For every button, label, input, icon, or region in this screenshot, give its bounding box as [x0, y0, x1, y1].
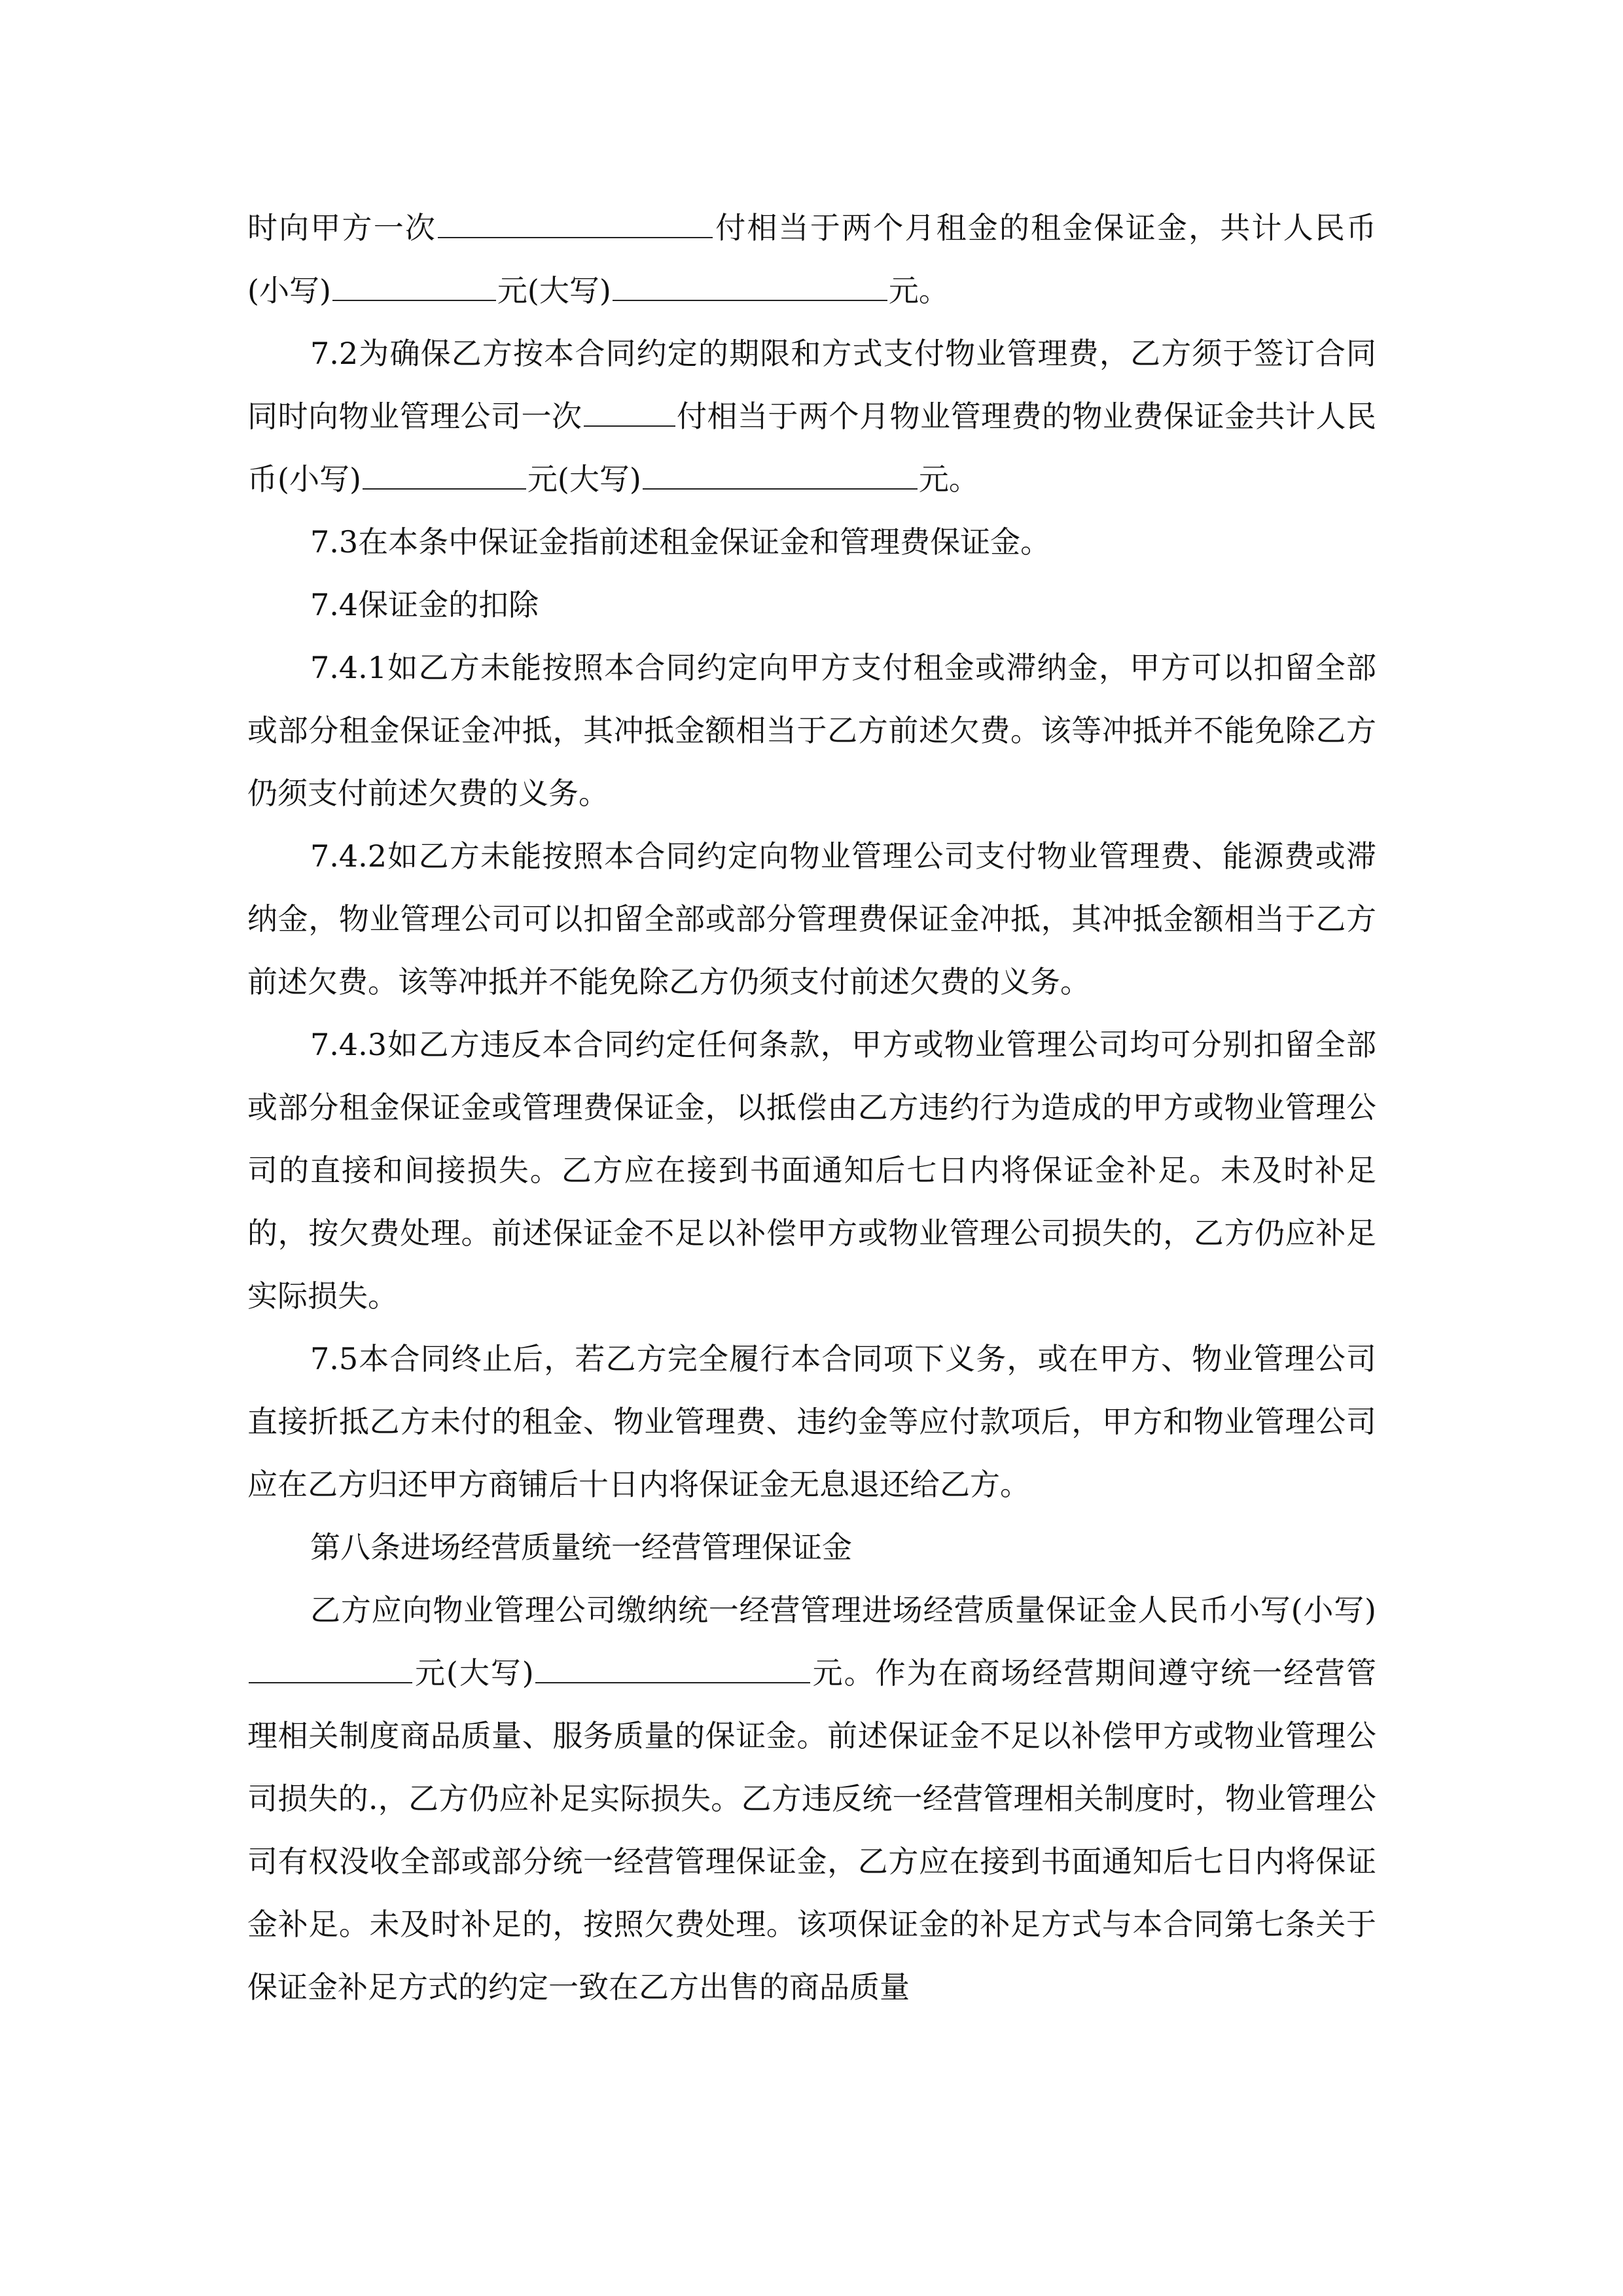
text-segment: 付相当于两个月物业管理费的物业费保证金共计人民币(小写) [247, 399, 1376, 497]
blank-amount-uppercase[interactable] [613, 270, 887, 301]
paragraph-deposit-rent-continued [247, 196, 1376, 322]
clause-7-3: 7.3在本条中保证金指前述租金保证金和管理费保证金。 [310, 524, 1051, 560]
clause-7-5: 7.5本合同终止后，若乙方完全履行本合同项下义务，或在甲方、物业管理公司直接折抵乙方未付的租金、物业管理费、违约金等应付款项后，甲方和物业管理公司应在乙方归还甲方商铺后十日内将保证金无息退还给乙方。 [247, 1341, 1376, 1502]
text-segment: 元。作为在商场经营期间遵守统一经营管理相关制度商品质量、服务质量的保证金。前述保证金不足以补偿甲方或物业管理公司损失的.，乙方仍应补足实际损失。乙方违反统一经营管理相关制度时，物业管理公司有权没收全部或部分统一经营管理保证金，乙方应在接到书面通知后七日内将保证金补足。未及时补足的，按照欠费处理。该项保证金的补足方式与本合同第七条关于保证金补足方式的约定一致在乙方出售的商品质量 [247, 1655, 1376, 2005]
blank-payment-method[interactable] [584, 395, 675, 427]
blank-payment-method[interactable] [438, 207, 713, 238]
clause-7-4-2: 7.4.2如乙方未能按照本合同约定向物业管理公司支付物业管理费、能源费或滞纳金，物业管理公司可以扣留全部或部分管理费保证金冲抵，其冲抵金额相当于乙方前述欠费。该等冲抵并不能免除乙方仍须支付前述欠费的义务。 [247, 838, 1376, 999]
clause-7-4-heading: 7.4保证金的扣除 [310, 587, 539, 622]
text-segment: 元(大写) [414, 1655, 534, 1691]
blank-amount-uppercase[interactable] [535, 1652, 810, 1683]
text-segment: 元(大写) [527, 461, 641, 497]
text-segment: 乙方应向物业管理公司缴纳统一经营管理进场经营质量保证金人民币小写(小写) [310, 1592, 1376, 1628]
document-body [247, 196, 1376, 2018]
clause-7-4-1: 7.4.1如乙方未能按照本合同约定向甲方支付租金或滞纳金，甲方可以扣留全部或部分租金保证金冲抵，其冲抵金额相当于乙方前述欠费。该等冲抵并不能免除乙方仍须支付前述欠费的义务。 [247, 650, 1376, 811]
blank-amount-uppercase[interactable] [643, 458, 918, 490]
clause-7-2 [247, 322, 1376, 511]
text-segment: 元。 [918, 461, 979, 497]
article-8-body [247, 1579, 1376, 2018]
blank-amount-lowercase[interactable] [363, 458, 526, 490]
text-segment: 元(大写) [497, 273, 611, 308]
text-segment: 7.2为确保乙方按本合同约定的期限和方式支付物业管理费，乙方须于签订合同同时向物业管理公司一次 [247, 336, 1376, 434]
article-8-heading: 第八条进场经营质量统一经营管理保证金 [310, 1530, 852, 1565]
text-segment: 时向甲方一次 [247, 210, 437, 245]
blank-amount-lowercase[interactable] [332, 270, 496, 301]
clause-7-4-3: 7.4.3如乙方违反本合同约定任何条款，甲方或物业管理公司均可分别扣留全部或部分租金保证金或管理费保证金，以抵偿由乙方违约行为造成的甲方或物业管理公司的直接和间接损失。乙方应在接到书面通知后七日内将保证金补足。未及时补足的，按欠费处理。前述保证金不足以补偿甲方或物业管理公司损失的，乙方仍应补足实际损失。 [247, 1027, 1376, 1314]
text-segment: 付相当于两个月租金的租金保证金，共计人民币(小写) [247, 210, 1377, 308]
text-segment: 元。 [888, 273, 949, 308]
blank-amount-lowercase[interactable] [249, 1652, 412, 1683]
